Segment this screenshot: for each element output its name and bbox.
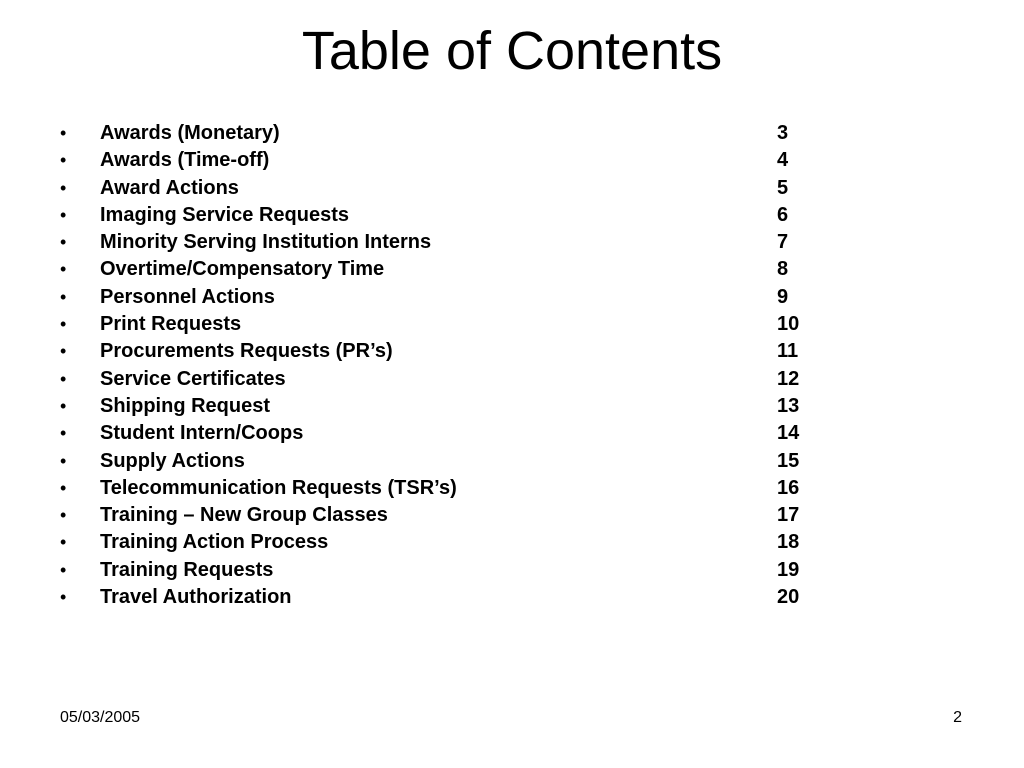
footer-page-number: 2 bbox=[953, 709, 962, 726]
toc-item-page: 8 bbox=[777, 258, 789, 281]
toc-item-label: Telecommunication Requests (TSR’s) bbox=[100, 476, 457, 499]
bullet-icon: • bbox=[60, 477, 67, 498]
toc-item-label: Shipping Request bbox=[100, 394, 270, 417]
toc-item-page: 16 bbox=[777, 476, 800, 499]
toc-item-page: 11 bbox=[777, 340, 799, 363]
bullet-icon: • bbox=[60, 150, 67, 171]
bullet-icon: • bbox=[60, 123, 67, 143]
toc-item bbox=[60, 448, 840, 475]
bullet-icon: • bbox=[60, 395, 67, 416]
bullet-icon: • bbox=[60, 368, 67, 389]
toc-item bbox=[60, 584, 840, 611]
toc-item-label: Procurements Requests (PR’s) bbox=[100, 340, 393, 363]
toc-item-label: Imaging Service Requests bbox=[100, 203, 349, 226]
toc-item-page: 17 bbox=[777, 504, 800, 527]
bullet-icon: • bbox=[60, 341, 67, 362]
toc-item-page: 4 bbox=[777, 149, 789, 172]
toc-item-page: 12 bbox=[777, 367, 800, 390]
bullet-icon: • bbox=[60, 587, 67, 608]
toc-item-label: Awards (Monetary) bbox=[100, 122, 280, 144]
toc-item-page: 19 bbox=[777, 558, 800, 581]
toc-item-label: Student Intern/Coops bbox=[100, 422, 304, 445]
bullet-icon: • bbox=[60, 505, 67, 526]
toc-item-label: Training Requests bbox=[100, 558, 274, 581]
toc-item bbox=[60, 229, 840, 256]
toc-item-label: Minority Serving Institution Interns bbox=[100, 231, 432, 254]
toc-item-page: 10 bbox=[777, 313, 800, 336]
toc-item bbox=[60, 120, 840, 147]
toc-item bbox=[60, 338, 840, 365]
toc-item-label: Training – New Group Classes bbox=[100, 504, 388, 527]
toc-item bbox=[60, 529, 840, 556]
toc-item-label: Print Requests bbox=[100, 313, 242, 336]
toc-item-page: 14 bbox=[777, 422, 800, 445]
bullet-icon: • bbox=[60, 423, 67, 444]
bullet-icon: • bbox=[60, 286, 67, 307]
toc-item bbox=[60, 366, 840, 393]
toc-item-page: 15 bbox=[777, 449, 800, 472]
toc-item-page: 9 bbox=[777, 285, 789, 308]
toc-item-label: Overtime/Compensatory Time bbox=[100, 258, 385, 281]
toc-item-page: 18 bbox=[777, 531, 800, 554]
toc-item-page: 3 bbox=[777, 122, 789, 144]
toc-item-page: 20 bbox=[777, 586, 800, 609]
bullet-icon: • bbox=[60, 232, 67, 253]
toc-item-label: Awards (Time-off) bbox=[100, 149, 270, 172]
toc-item bbox=[60, 175, 840, 202]
bullet-icon: • bbox=[60, 314, 67, 335]
toc-item-label: Personnel Actions bbox=[100, 285, 275, 308]
toc-item-label: Training Action Process bbox=[100, 531, 329, 554]
bullet-icon: • bbox=[60, 204, 67, 225]
toc-item bbox=[60, 557, 840, 584]
toc-item bbox=[60, 475, 840, 502]
table-of-contents-list bbox=[60, 120, 840, 611]
slide-title: Table of Contents bbox=[301, 21, 723, 81]
toc-item bbox=[60, 502, 840, 529]
bullet-icon: • bbox=[60, 177, 67, 198]
bullet-icon: • bbox=[60, 532, 67, 553]
toc-item bbox=[60, 393, 840, 420]
toc-item-label: Supply Actions bbox=[100, 449, 245, 472]
toc-item bbox=[60, 202, 840, 229]
bullet-icon: • bbox=[60, 259, 67, 280]
toc-item bbox=[60, 284, 840, 311]
bullet-icon: • bbox=[60, 559, 67, 580]
toc-item-page: 6 bbox=[777, 203, 789, 226]
footer-date: 05/03/2005 bbox=[60, 709, 141, 726]
toc-item bbox=[60, 311, 840, 338]
toc-item bbox=[60, 256, 840, 283]
toc-item bbox=[60, 147, 840, 174]
toc-item-label: Award Actions bbox=[100, 176, 239, 199]
bullet-icon: • bbox=[60, 450, 67, 471]
toc-item-label: Service Certificates bbox=[100, 367, 286, 390]
toc-item-page: 13 bbox=[777, 394, 800, 417]
toc-item-page: 7 bbox=[777, 231, 789, 254]
toc-item-label: Travel Authorization bbox=[100, 586, 292, 609]
toc-item-page: 5 bbox=[777, 176, 789, 199]
toc-item bbox=[60, 420, 840, 447]
